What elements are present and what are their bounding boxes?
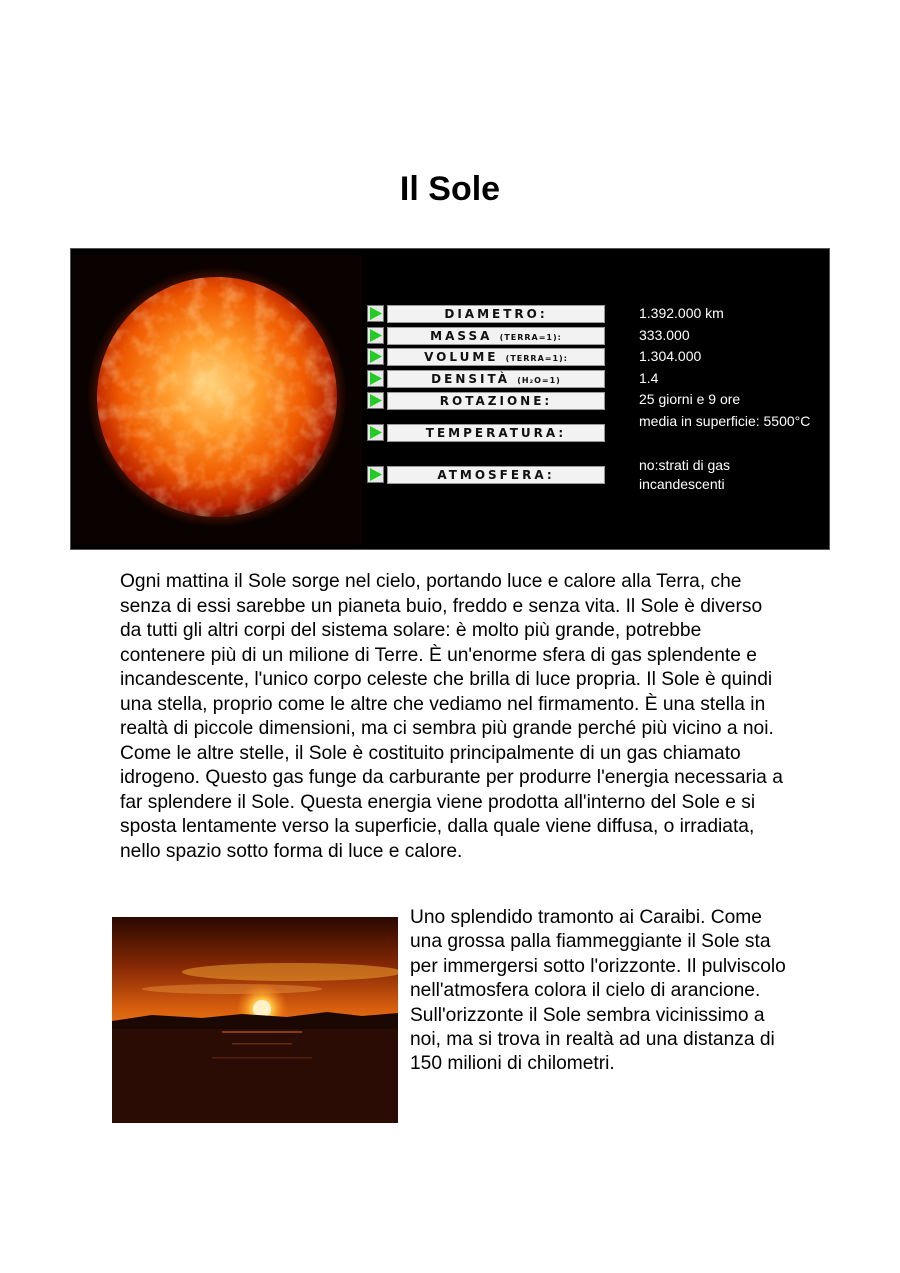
stat-label-text: MASSA xyxy=(430,329,493,343)
stat-label xyxy=(387,327,605,345)
stat-label-text: ROTAZIONE: xyxy=(439,394,553,408)
stat-label-text: TEMPERATURA: xyxy=(425,426,567,440)
stat-label xyxy=(387,424,605,442)
stat-value: 1.392.000 km xyxy=(639,305,724,321)
stat-label-text: DIAMETRO: xyxy=(444,307,548,321)
stat-label-sub: (TERRA=1): xyxy=(505,354,568,363)
stat-value: no:strati di gas incandescenti xyxy=(639,457,731,492)
stat-label-sub: (H₂O=1) xyxy=(517,376,561,385)
stat-label xyxy=(387,370,605,388)
stat-label-text: ATMOSFERA: xyxy=(437,468,555,482)
play-arrow-icon[interactable] xyxy=(367,348,384,365)
stat-label xyxy=(387,348,605,366)
stat-label xyxy=(387,392,605,410)
play-arrow-icon[interactable] xyxy=(367,370,384,387)
stat-label xyxy=(387,466,605,484)
play-arrow-icon[interactable] xyxy=(367,466,384,483)
stat-value: 333.000 xyxy=(639,327,690,343)
play-arrow-icon[interactable] xyxy=(367,327,384,344)
stat-label-sub: (TERRA=1): xyxy=(499,333,562,342)
page-title: Il Sole xyxy=(399,170,501,208)
stat-label xyxy=(387,305,605,323)
stat-label-text: VOLUME xyxy=(424,350,499,364)
intro-paragraph: Ogni mattina il Sole sorge nel cielo, portando luce e calore alla Terra, che senza di essi sarebbe un pianeta buio, freddo e senza vita. Il Sole è diverso da tutti gli altri corpi del sistema solare: è molto più grande, potrebbe contenere più di un milione di Terre. È un'enorme sfera di gas splendente e incandescente, l'unico corpo celeste che brilla di luce propria. Il Sole è quindi una stella, proprio come le altre che vediamo nel firmamento. È una stella in realtà di piccole dimensioni, ma ci sembra più grande perché più vicino a noi. Come le altre stelle, il Sole è costituito principalmente di un gas chiamato idrogeno. Questo gas funge da carburante per produrre l'energia necessaria a far splendere il Sole. Questa energia viene prodotta all'interno del Sole e si sposta lentamente verso la superficie, dalla quale viene diffusa, o irradiata, nello spazio sotto forma di luce e calore. xyxy=(120,571,783,862)
stat-label-text: DENSITÀ xyxy=(431,372,511,386)
sun-facts-panel xyxy=(70,248,830,550)
sun-image xyxy=(72,255,362,545)
sunset-image xyxy=(112,917,398,1123)
play-arrow-icon[interactable] xyxy=(367,305,384,322)
sunset-caption: Uno splendido tramonto ai Caraibi. Come una grossa palla fiammeggiante il Sole sta per immergersi sotto l'orizzonte. Il pulviscolo nell'atmosfera colora il cielo di arancione. Sull'orizzonte il Sole sembra vicinissimo a noi, ma si trova in realtà ad una distanza di 150 milioni di chilometri. xyxy=(410,907,786,1075)
play-arrow-icon[interactable] xyxy=(367,392,384,409)
stat-value: 25 giorni e 9 ore xyxy=(639,391,741,407)
stat-value: media in superficie: 5500°C xyxy=(639,413,811,429)
stats-list xyxy=(365,249,831,549)
stat-value: 1.4 xyxy=(639,370,659,386)
stat-value: 1.304.000 xyxy=(639,348,702,364)
play-arrow-icon[interactable] xyxy=(367,424,384,441)
